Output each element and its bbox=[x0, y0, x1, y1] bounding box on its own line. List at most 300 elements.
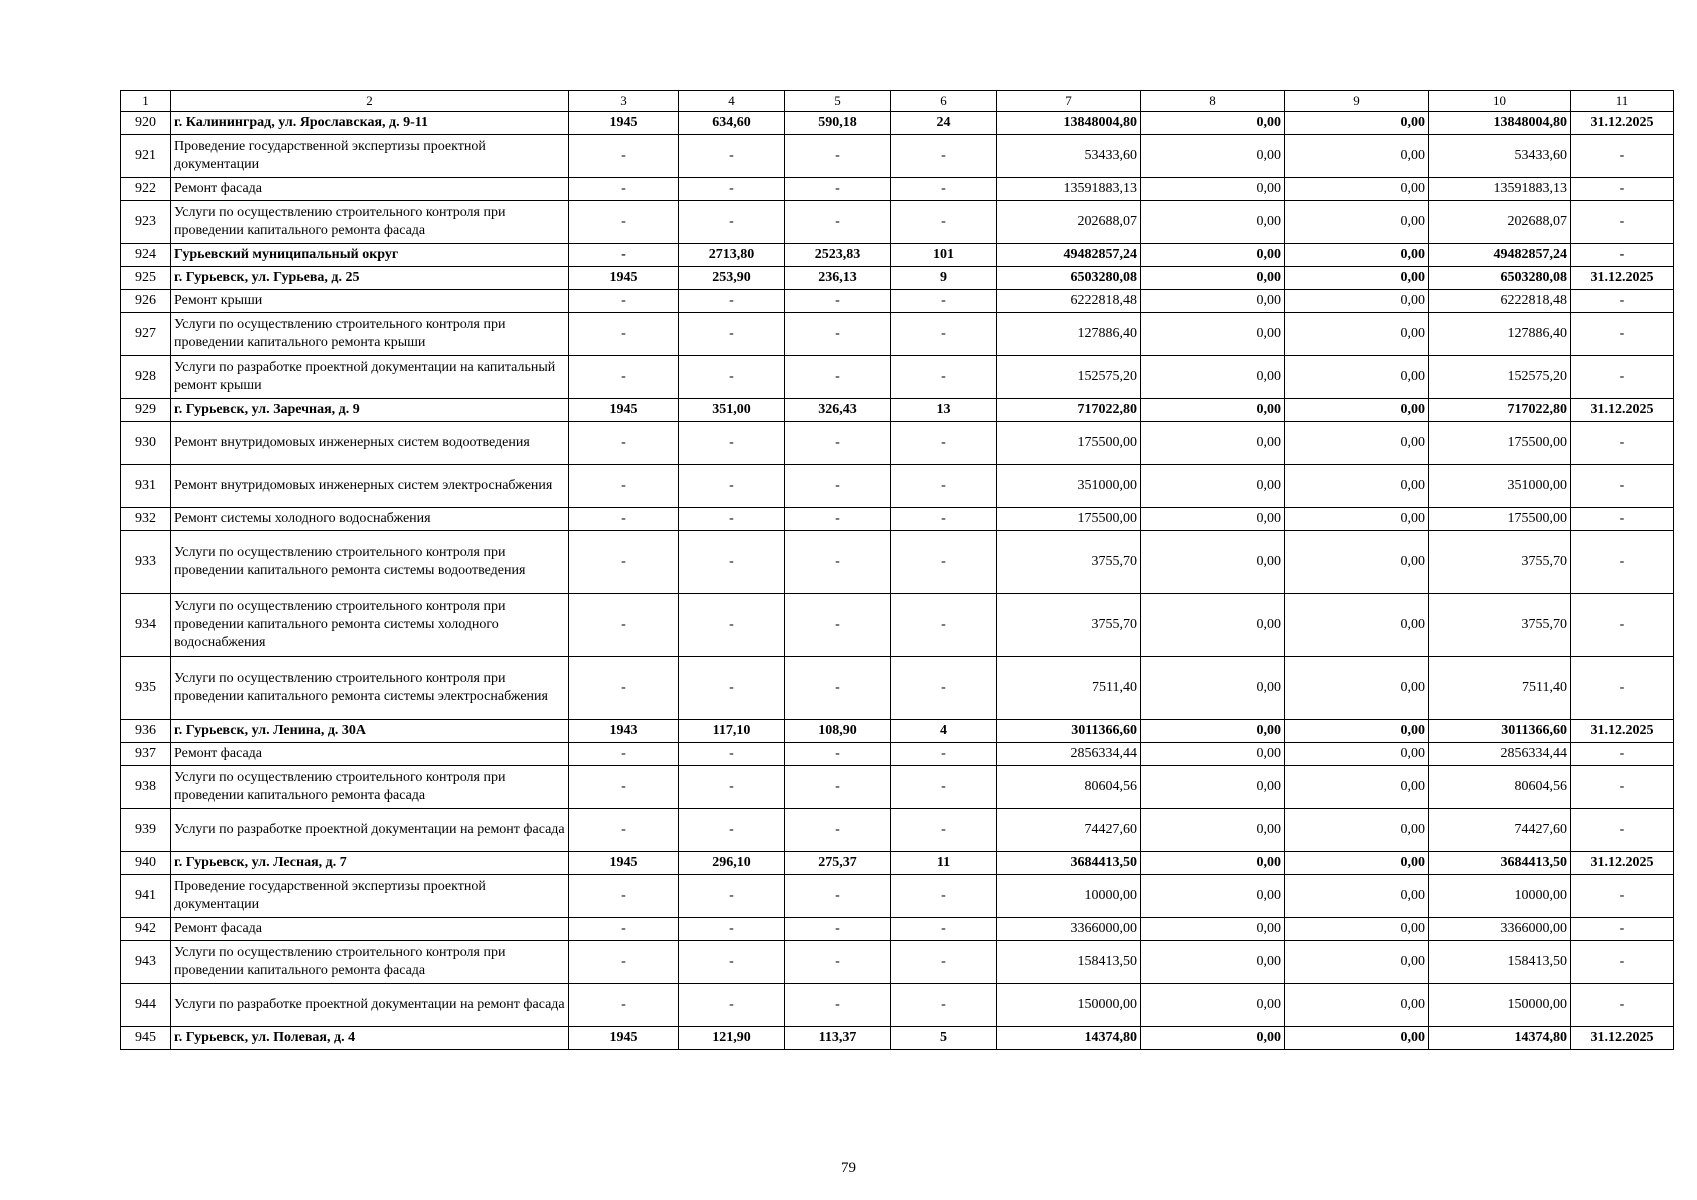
object-name-cell: Ремонт внутридомовых инженерных систем водоотведения bbox=[171, 422, 569, 465]
residents-count-cell: 101 bbox=[891, 244, 997, 267]
object-name-cell: Ремонт фасада bbox=[171, 918, 569, 941]
cost-col-8-cell: 0,00 bbox=[1141, 594, 1285, 657]
residents-count-cell: 4 bbox=[891, 720, 997, 743]
completion-date-cell: - bbox=[1571, 465, 1674, 508]
cost-col-9-cell: 0,00 bbox=[1285, 356, 1429, 399]
cost-col-9-cell: 0,00 bbox=[1285, 984, 1429, 1027]
cost-col-8-cell: 0,00 bbox=[1141, 112, 1285, 135]
cost-col-8-cell: 0,00 bbox=[1141, 766, 1285, 809]
completion-date-cell: - bbox=[1571, 594, 1674, 657]
table-row bbox=[121, 594, 1674, 657]
cost-col-10-cell: 3684413,50 bbox=[1429, 852, 1571, 875]
residential-area-cell: - bbox=[785, 135, 891, 178]
year-built-cell: - bbox=[569, 422, 679, 465]
total-cost-cell: 175500,00 bbox=[997, 422, 1141, 465]
table-row bbox=[121, 852, 1674, 875]
total-cost-cell: 152575,20 bbox=[997, 356, 1141, 399]
cost-col-8-cell: 0,00 bbox=[1141, 201, 1285, 244]
residents-count-cell: - bbox=[891, 809, 997, 852]
total-area-cell: 253,90 bbox=[679, 267, 785, 290]
object-name-cell: г. Гурьевск, ул. Полевая, д. 4 bbox=[171, 1027, 569, 1050]
residents-count-cell: 13 bbox=[891, 399, 997, 422]
residents-count-cell: - bbox=[891, 313, 997, 356]
total-area-cell: - bbox=[679, 356, 785, 399]
residential-area-cell: - bbox=[785, 178, 891, 201]
residential-area-cell: - bbox=[785, 766, 891, 809]
year-built-cell: - bbox=[569, 594, 679, 657]
cost-col-10-cell: 3011366,60 bbox=[1429, 720, 1571, 743]
cost-col-8-cell: 0,00 bbox=[1141, 178, 1285, 201]
residential-area-cell: - bbox=[785, 918, 891, 941]
residents-count-cell: - bbox=[891, 743, 997, 766]
residents-count-cell: - bbox=[891, 422, 997, 465]
total-cost-cell: 3011366,60 bbox=[997, 720, 1141, 743]
residents-count-cell: - bbox=[891, 531, 997, 594]
cost-col-8-cell: 0,00 bbox=[1141, 1027, 1285, 1050]
cost-col-9-cell: 0,00 bbox=[1285, 178, 1429, 201]
cost-col-10-cell: 717022,80 bbox=[1429, 399, 1571, 422]
row-number-cell: 920 bbox=[121, 112, 171, 135]
cost-col-10-cell: 6503280,08 bbox=[1429, 267, 1571, 290]
column-number-8: 8 bbox=[1141, 91, 1285, 112]
total-area-cell: 351,00 bbox=[679, 399, 785, 422]
year-built-cell: - bbox=[569, 508, 679, 531]
object-name-cell: Ремонт фасада bbox=[171, 743, 569, 766]
register-table bbox=[120, 90, 1674, 1050]
cost-col-8-cell: 0,00 bbox=[1141, 267, 1285, 290]
row-number-cell: 928 bbox=[121, 356, 171, 399]
completion-date-cell: - bbox=[1571, 766, 1674, 809]
object-name-cell: Услуги по осуществлению строительного контроля при проведении капитального ремонта фасада bbox=[171, 941, 569, 984]
total-area-cell: 296,10 bbox=[679, 852, 785, 875]
completion-date-cell: - bbox=[1571, 809, 1674, 852]
residents-count-cell: - bbox=[891, 135, 997, 178]
table-row bbox=[121, 657, 1674, 720]
table-row bbox=[121, 809, 1674, 852]
completion-date-cell: - bbox=[1571, 313, 1674, 356]
year-built-cell: - bbox=[569, 657, 679, 720]
year-built-cell: - bbox=[569, 531, 679, 594]
completion-date-cell: - bbox=[1571, 422, 1674, 465]
year-built-cell: 1945 bbox=[569, 267, 679, 290]
cost-col-8-cell: 0,00 bbox=[1141, 743, 1285, 766]
object-name-cell: Услуги по осуществлению строительного контроля при проведении капитального ремонта фасада bbox=[171, 766, 569, 809]
column-number-3: 3 bbox=[569, 91, 679, 112]
completion-date-cell: - bbox=[1571, 984, 1674, 1027]
table-row bbox=[121, 178, 1674, 201]
residential-area-cell: - bbox=[785, 875, 891, 918]
object-name-cell: г. Гурьевск, ул. Лесная, д. 7 bbox=[171, 852, 569, 875]
cost-col-10-cell: 7511,40 bbox=[1429, 657, 1571, 720]
total-cost-cell: 53433,60 bbox=[997, 135, 1141, 178]
row-number-cell: 923 bbox=[121, 201, 171, 244]
cost-col-10-cell: 3755,70 bbox=[1429, 531, 1571, 594]
object-name-cell: Услуги по разработке проектной документации на ремонт фасада bbox=[171, 809, 569, 852]
cost-col-8-cell: 0,00 bbox=[1141, 399, 1285, 422]
cost-col-9-cell: 0,00 bbox=[1285, 135, 1429, 178]
column-number-7: 7 bbox=[997, 91, 1141, 112]
year-built-cell: 1945 bbox=[569, 399, 679, 422]
object-name-cell: г. Калининград, ул. Ярославская, д. 9-11 bbox=[171, 112, 569, 135]
cost-col-10-cell: 14374,80 bbox=[1429, 1027, 1571, 1050]
cost-col-10-cell: 351000,00 bbox=[1429, 465, 1571, 508]
table-row bbox=[121, 135, 1674, 178]
cost-col-8-cell: 0,00 bbox=[1141, 465, 1285, 508]
cost-col-10-cell: 2856334,44 bbox=[1429, 743, 1571, 766]
row-number-cell: 934 bbox=[121, 594, 171, 657]
cost-col-9-cell: 0,00 bbox=[1285, 313, 1429, 356]
cost-col-9-cell: 0,00 bbox=[1285, 290, 1429, 313]
object-name-cell: г. Гурьевск, ул. Ленина, д. 30А bbox=[171, 720, 569, 743]
table-row bbox=[121, 112, 1674, 135]
residential-area-cell: 2523,83 bbox=[785, 244, 891, 267]
residential-area-cell: - bbox=[785, 594, 891, 657]
residents-count-cell: - bbox=[891, 594, 997, 657]
column-number-11: 11 bbox=[1571, 91, 1674, 112]
total-cost-cell: 49482857,24 bbox=[997, 244, 1141, 267]
year-built-cell: - bbox=[569, 984, 679, 1027]
table-row bbox=[121, 984, 1674, 1027]
cost-col-9-cell: 0,00 bbox=[1285, 918, 1429, 941]
residential-area-cell: 275,37 bbox=[785, 852, 891, 875]
total-cost-cell: 158413,50 bbox=[997, 941, 1141, 984]
year-built-cell: - bbox=[569, 244, 679, 267]
residential-area-cell: 113,37 bbox=[785, 1027, 891, 1050]
cost-col-10-cell: 202688,07 bbox=[1429, 201, 1571, 244]
row-number-cell: 924 bbox=[121, 244, 171, 267]
total-area-cell: - bbox=[679, 135, 785, 178]
row-number-cell: 926 bbox=[121, 290, 171, 313]
year-built-cell: - bbox=[569, 313, 679, 356]
object-name-cell: Услуги по осуществлению строительного контроля при проведении капитального ремонта фасада bbox=[171, 201, 569, 244]
table-row bbox=[121, 508, 1674, 531]
year-built-cell: - bbox=[569, 178, 679, 201]
residential-area-cell: - bbox=[785, 356, 891, 399]
cost-col-10-cell: 49482857,24 bbox=[1429, 244, 1571, 267]
total-area-cell: - bbox=[679, 941, 785, 984]
cost-col-8-cell: 0,00 bbox=[1141, 875, 1285, 918]
cost-col-10-cell: 74427,60 bbox=[1429, 809, 1571, 852]
object-name-cell: Услуги по осуществлению строительного контроля при проведении капитального ремонта системы холодного водоснабжения bbox=[171, 594, 569, 657]
total-area-cell: - bbox=[679, 201, 785, 244]
year-built-cell: - bbox=[569, 356, 679, 399]
cost-col-8-cell: 0,00 bbox=[1141, 244, 1285, 267]
total-area-cell: - bbox=[679, 422, 785, 465]
cost-col-9-cell: 0,00 bbox=[1285, 422, 1429, 465]
table-row bbox=[121, 720, 1674, 743]
row-number-cell: 941 bbox=[121, 875, 171, 918]
table-row bbox=[121, 356, 1674, 399]
residents-count-cell: - bbox=[891, 465, 997, 508]
object-name-cell: Проведение государственной экспертизы проектной документации bbox=[171, 875, 569, 918]
year-built-cell: - bbox=[569, 743, 679, 766]
total-cost-cell: 3684413,50 bbox=[997, 852, 1141, 875]
residents-count-cell: - bbox=[891, 918, 997, 941]
cost-col-10-cell: 127886,40 bbox=[1429, 313, 1571, 356]
completion-date-cell: - bbox=[1571, 531, 1674, 594]
cost-col-8-cell: 0,00 bbox=[1141, 508, 1285, 531]
cost-col-9-cell: 0,00 bbox=[1285, 399, 1429, 422]
cost-col-8-cell: 0,00 bbox=[1141, 852, 1285, 875]
year-built-cell: - bbox=[569, 941, 679, 984]
cost-col-10-cell: 80604,56 bbox=[1429, 766, 1571, 809]
total-cost-cell: 202688,07 bbox=[997, 201, 1141, 244]
completion-date-cell: - bbox=[1571, 290, 1674, 313]
total-area-cell: - bbox=[679, 984, 785, 1027]
completion-date-cell: - bbox=[1571, 508, 1674, 531]
table-row bbox=[121, 267, 1674, 290]
residential-area-cell: 108,90 bbox=[785, 720, 891, 743]
object-name-cell: Услуги по разработке проектной документации на ремонт фасада bbox=[171, 984, 569, 1027]
year-built-cell: 1945 bbox=[569, 852, 679, 875]
cost-col-10-cell: 13591883,13 bbox=[1429, 178, 1571, 201]
residents-count-cell: 11 bbox=[891, 852, 997, 875]
column-number-4: 4 bbox=[679, 91, 785, 112]
total-area-cell: - bbox=[679, 809, 785, 852]
cost-col-9-cell: 0,00 bbox=[1285, 941, 1429, 984]
total-cost-cell: 6503280,08 bbox=[997, 267, 1141, 290]
object-name-cell: Услуги по осуществлению строительного контроля при проведении капитального ремонта системы водоотведения bbox=[171, 531, 569, 594]
total-area-cell: 121,90 bbox=[679, 1027, 785, 1050]
total-area-cell: - bbox=[679, 743, 785, 766]
row-number-cell: 933 bbox=[121, 531, 171, 594]
residential-area-cell: - bbox=[785, 422, 891, 465]
total-cost-cell: 175500,00 bbox=[997, 508, 1141, 531]
residential-area-cell: - bbox=[785, 809, 891, 852]
total-cost-cell: 3755,70 bbox=[997, 531, 1141, 594]
residential-area-cell: - bbox=[785, 201, 891, 244]
object-name-cell: Гурьевский муниципальный округ bbox=[171, 244, 569, 267]
cost-col-9-cell: 0,00 bbox=[1285, 465, 1429, 508]
table-row bbox=[121, 743, 1674, 766]
total-area-cell: - bbox=[679, 766, 785, 809]
row-number-cell: 940 bbox=[121, 852, 171, 875]
page-number: 79 bbox=[841, 1160, 856, 1176]
residents-count-cell: - bbox=[891, 178, 997, 201]
total-cost-cell: 351000,00 bbox=[997, 465, 1141, 508]
column-number-9: 9 bbox=[1285, 91, 1429, 112]
total-area-cell: - bbox=[679, 875, 785, 918]
row-number-cell: 942 bbox=[121, 918, 171, 941]
cost-col-8-cell: 0,00 bbox=[1141, 313, 1285, 356]
table-body bbox=[121, 112, 1674, 1050]
residents-count-cell: - bbox=[891, 201, 997, 244]
total-area-cell: 634,60 bbox=[679, 112, 785, 135]
cost-col-9-cell: 0,00 bbox=[1285, 201, 1429, 244]
residential-area-cell: - bbox=[785, 313, 891, 356]
row-number-cell: 922 bbox=[121, 178, 171, 201]
completion-date-cell: 31.12.2025 bbox=[1571, 720, 1674, 743]
year-built-cell: 1945 bbox=[569, 112, 679, 135]
cost-col-9-cell: 0,00 bbox=[1285, 531, 1429, 594]
table-row bbox=[121, 313, 1674, 356]
year-built-cell: - bbox=[569, 201, 679, 244]
residents-count-cell: - bbox=[891, 766, 997, 809]
table-row bbox=[121, 422, 1674, 465]
completion-date-cell: - bbox=[1571, 178, 1674, 201]
cost-col-8-cell: 0,00 bbox=[1141, 531, 1285, 594]
object-name-cell: Ремонт фасада bbox=[171, 178, 569, 201]
row-number-cell: 945 bbox=[121, 1027, 171, 1050]
year-built-cell: - bbox=[569, 809, 679, 852]
cost-col-8-cell: 0,00 bbox=[1141, 984, 1285, 1027]
table-row bbox=[121, 290, 1674, 313]
completion-date-cell: - bbox=[1571, 657, 1674, 720]
total-cost-cell: 74427,60 bbox=[997, 809, 1141, 852]
cost-col-9-cell: 0,00 bbox=[1285, 875, 1429, 918]
total-area-cell: 2713,80 bbox=[679, 244, 785, 267]
cost-col-8-cell: 0,00 bbox=[1141, 657, 1285, 720]
completion-date-cell: - bbox=[1571, 244, 1674, 267]
total-cost-cell: 13591883,13 bbox=[997, 178, 1141, 201]
total-area-cell: - bbox=[679, 657, 785, 720]
row-number-cell: 925 bbox=[121, 267, 171, 290]
residential-area-cell: - bbox=[785, 984, 891, 1027]
residential-area-cell: - bbox=[785, 290, 891, 313]
table-row bbox=[121, 918, 1674, 941]
residents-count-cell: - bbox=[891, 657, 997, 720]
total-cost-cell: 3366000,00 bbox=[997, 918, 1141, 941]
cost-col-10-cell: 10000,00 bbox=[1429, 875, 1571, 918]
column-number-5: 5 bbox=[785, 91, 891, 112]
column-number-6: 6 bbox=[891, 91, 997, 112]
total-area-cell: - bbox=[679, 313, 785, 356]
table-row bbox=[121, 201, 1674, 244]
table-row bbox=[121, 399, 1674, 422]
cost-col-10-cell: 3755,70 bbox=[1429, 594, 1571, 657]
object-name-cell: Проведение государственной экспертизы проектной документации bbox=[171, 135, 569, 178]
residents-count-cell: 9 bbox=[891, 267, 997, 290]
cost-col-9-cell: 0,00 bbox=[1285, 112, 1429, 135]
residential-area-cell: 236,13 bbox=[785, 267, 891, 290]
residents-count-cell: - bbox=[891, 875, 997, 918]
row-number-cell: 935 bbox=[121, 657, 171, 720]
completion-date-cell: 31.12.2025 bbox=[1571, 112, 1674, 135]
year-built-cell: - bbox=[569, 135, 679, 178]
object-name-cell: г. Гурьевск, ул. Гурьева, д. 25 bbox=[171, 267, 569, 290]
total-area-cell: - bbox=[679, 290, 785, 313]
residents-count-cell: - bbox=[891, 508, 997, 531]
cost-col-10-cell: 158413,50 bbox=[1429, 941, 1571, 984]
row-number-cell: 927 bbox=[121, 313, 171, 356]
total-area-cell: - bbox=[679, 594, 785, 657]
residents-count-cell: - bbox=[891, 356, 997, 399]
year-built-cell: 1943 bbox=[569, 720, 679, 743]
row-number-cell: 943 bbox=[121, 941, 171, 984]
cost-col-8-cell: 0,00 bbox=[1141, 918, 1285, 941]
year-built-cell: - bbox=[569, 875, 679, 918]
cost-col-8-cell: 0,00 bbox=[1141, 290, 1285, 313]
table-row bbox=[121, 766, 1674, 809]
total-cost-cell: 80604,56 bbox=[997, 766, 1141, 809]
total-cost-cell: 10000,00 bbox=[997, 875, 1141, 918]
completion-date-cell: - bbox=[1571, 356, 1674, 399]
total-area-cell: - bbox=[679, 918, 785, 941]
row-number-cell: 930 bbox=[121, 422, 171, 465]
cost-col-9-cell: 0,00 bbox=[1285, 1027, 1429, 1050]
completion-date-cell: 31.12.2025 bbox=[1571, 267, 1674, 290]
object-name-cell: Ремонт системы холодного водоснабжения bbox=[171, 508, 569, 531]
residential-area-cell: - bbox=[785, 531, 891, 594]
cost-col-9-cell: 0,00 bbox=[1285, 766, 1429, 809]
cost-col-9-cell: 0,00 bbox=[1285, 508, 1429, 531]
column-number-1: 1 bbox=[121, 91, 171, 112]
total-cost-cell: 14374,80 bbox=[997, 1027, 1141, 1050]
row-number-cell: 944 bbox=[121, 984, 171, 1027]
cost-col-8-cell: 0,00 bbox=[1141, 135, 1285, 178]
cost-col-10-cell: 6222818,48 bbox=[1429, 290, 1571, 313]
cost-col-8-cell: 0,00 bbox=[1141, 356, 1285, 399]
residential-area-cell: 590,18 bbox=[785, 112, 891, 135]
total-area-cell: - bbox=[679, 465, 785, 508]
residential-area-cell: 326,43 bbox=[785, 399, 891, 422]
table-row bbox=[121, 465, 1674, 508]
total-area-cell: - bbox=[679, 178, 785, 201]
year-built-cell: - bbox=[569, 766, 679, 809]
completion-date-cell: - bbox=[1571, 941, 1674, 984]
column-number-2: 2 bbox=[171, 91, 569, 112]
completion-date-cell: - bbox=[1571, 918, 1674, 941]
total-cost-cell: 717022,80 bbox=[997, 399, 1141, 422]
cost-col-9-cell: 0,00 bbox=[1285, 244, 1429, 267]
object-name-cell: Ремонт крыши bbox=[171, 290, 569, 313]
completion-date-cell: - bbox=[1571, 743, 1674, 766]
cost-col-10-cell: 13848004,80 bbox=[1429, 112, 1571, 135]
cost-col-9-cell: 0,00 bbox=[1285, 594, 1429, 657]
residents-count-cell: 24 bbox=[891, 112, 997, 135]
cost-col-8-cell: 0,00 bbox=[1141, 941, 1285, 984]
cost-col-9-cell: 0,00 bbox=[1285, 267, 1429, 290]
completion-date-cell: 31.12.2025 bbox=[1571, 852, 1674, 875]
row-number-cell: 921 bbox=[121, 135, 171, 178]
total-cost-cell: 2856334,44 bbox=[997, 743, 1141, 766]
cost-col-8-cell: 0,00 bbox=[1141, 422, 1285, 465]
object-name-cell: Услуги по осуществлению строительного контроля при проведении капитального ремонта системы электроснабжения bbox=[171, 657, 569, 720]
completion-date-cell: - bbox=[1571, 135, 1674, 178]
cost-col-9-cell: 0,00 bbox=[1285, 809, 1429, 852]
residential-area-cell: - bbox=[785, 941, 891, 984]
total-area-cell: - bbox=[679, 531, 785, 594]
object-name-cell: г. Гурьевск, ул. Заречная, д. 9 bbox=[171, 399, 569, 422]
cost-col-8-cell: 0,00 bbox=[1141, 809, 1285, 852]
year-built-cell: - bbox=[569, 290, 679, 313]
total-area-cell: - bbox=[679, 508, 785, 531]
table-row bbox=[121, 875, 1674, 918]
row-number-cell: 929 bbox=[121, 399, 171, 422]
cost-col-10-cell: 152575,20 bbox=[1429, 356, 1571, 399]
column-number-row bbox=[121, 91, 1674, 112]
residential-area-cell: - bbox=[785, 743, 891, 766]
cost-col-10-cell: 175500,00 bbox=[1429, 508, 1571, 531]
row-number-cell: 932 bbox=[121, 508, 171, 531]
total-area-cell: 117,10 bbox=[679, 720, 785, 743]
cost-col-9-cell: 0,00 bbox=[1285, 743, 1429, 766]
object-name-cell: Ремонт внутридомовых инженерных систем электроснабжения bbox=[171, 465, 569, 508]
residential-area-cell: - bbox=[785, 465, 891, 508]
row-number-cell: 939 bbox=[121, 809, 171, 852]
residents-count-cell: - bbox=[891, 941, 997, 984]
year-built-cell: - bbox=[569, 918, 679, 941]
row-number-cell: 931 bbox=[121, 465, 171, 508]
residents-count-cell: 5 bbox=[891, 1027, 997, 1050]
cost-col-9-cell: 0,00 bbox=[1285, 657, 1429, 720]
cost-col-9-cell: 0,00 bbox=[1285, 720, 1429, 743]
residential-area-cell: - bbox=[785, 657, 891, 720]
total-cost-cell: 127886,40 bbox=[997, 313, 1141, 356]
total-cost-cell: 150000,00 bbox=[997, 984, 1141, 1027]
row-number-cell: 937 bbox=[121, 743, 171, 766]
table-row bbox=[121, 244, 1674, 267]
